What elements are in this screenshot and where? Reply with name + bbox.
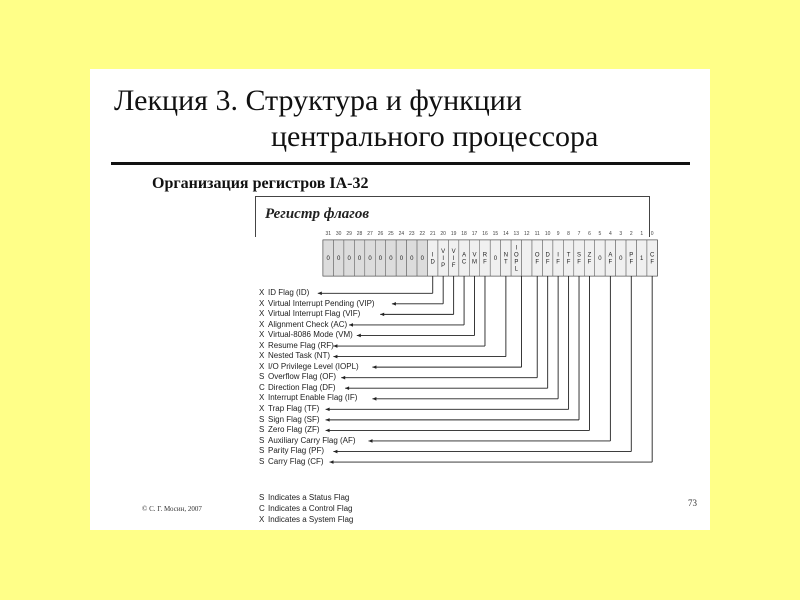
cell-label: F: [608, 259, 613, 266]
cell-label: F: [545, 259, 550, 266]
cell-label: 0: [619, 256, 623, 262]
flag-type: S: [259, 372, 265, 382]
flag-label: Zero Flag (ZF): [268, 425, 320, 435]
legend-label: Indicates a Control Flag: [268, 504, 353, 513]
bit-number: 4: [608, 231, 612, 237]
cell-label: P: [629, 252, 634, 259]
cell-label: F: [587, 259, 592, 266]
bit-number: 14: [503, 231, 509, 237]
flag-row: [259, 436, 375, 447]
flag-label: Trap Flag (TF): [268, 404, 320, 414]
cell-label: V: [441, 249, 446, 255]
flag-label: Carry Flag (CF): [268, 456, 324, 466]
bit-number: 22: [419, 231, 426, 237]
bit-number: 11: [534, 231, 540, 237]
cell-label: 0: [389, 256, 393, 262]
flag-row: [259, 446, 375, 457]
cell-label: P: [514, 259, 519, 266]
cell-label: F: [535, 259, 540, 266]
bit-number: 9: [556, 231, 560, 237]
flag-row: [259, 330, 375, 341]
title-line-1: Лекция 3. Структура и функции: [114, 84, 522, 117]
cell-label: A: [608, 252, 613, 259]
cell-label: 0: [347, 256, 351, 262]
bit-number: 10: [544, 231, 551, 237]
flag-row: [259, 383, 375, 394]
legend-row: [259, 492, 353, 503]
cell-label: 0: [410, 256, 414, 262]
cell-label: Z: [587, 252, 592, 259]
cell-label: C: [461, 259, 467, 266]
cell-label: N: [503, 252, 509, 259]
bit-number: 29: [346, 231, 352, 237]
cell-label: F: [451, 263, 456, 269]
cell-label: I: [452, 256, 455, 262]
flag-label: I/O Privilege Level (IOPL): [268, 361, 359, 371]
flag-row: [259, 288, 375, 299]
bit-number: 8: [567, 231, 570, 237]
flag-label: Nested Task (NT): [268, 351, 331, 361]
title-line-2: центрального процессора: [271, 120, 599, 153]
cell-label: F: [650, 259, 655, 266]
cell-label: C: [650, 252, 655, 259]
legend-label: Indicates a Status Flag: [268, 493, 350, 502]
bit-number: 1: [640, 231, 644, 237]
flag-row: [259, 404, 375, 415]
flag-label: ID Flag (ID): [268, 288, 310, 297]
flag-type: C: [259, 382, 265, 392]
eflags-diagram: [90, 69, 710, 530]
flag-row: [259, 372, 375, 383]
cell-label: 0: [493, 256, 498, 262]
flag-label: Auxiliary Carry Flag (AF): [268, 435, 356, 445]
arrow-head: [392, 302, 396, 306]
bit-number: 17: [471, 231, 478, 237]
cell-label: O: [534, 252, 540, 259]
cell-label: L: [514, 266, 518, 273]
cell-label: 0: [378, 256, 383, 262]
flag-type: X: [259, 340, 265, 350]
cell-label: I: [515, 245, 518, 252]
flag-label: Resume Flag (RF): [268, 340, 334, 350]
legend-row: [259, 514, 353, 525]
flag-row: [259, 393, 375, 404]
cell-label: 0: [368, 256, 372, 262]
cell-label: I: [442, 256, 445, 262]
bit-number: 16: [482, 231, 488, 237]
flag-type: S: [259, 456, 265, 466]
flag-row: [259, 320, 375, 331]
flag-list: [259, 288, 375, 467]
bit-number: 28: [356, 231, 363, 237]
cell-label: 0: [357, 256, 362, 262]
arrow-head: [380, 313, 384, 317]
legend-type: S: [259, 493, 265, 502]
flag-label: Parity Flag (PF): [268, 446, 325, 456]
cell-label: F: [629, 259, 634, 266]
bit-number: 27: [367, 231, 373, 237]
flag-type: X: [259, 288, 265, 297]
bit-number: 2: [629, 231, 633, 237]
flag-type: X: [259, 319, 265, 329]
bit-number: 18: [461, 231, 467, 237]
slide: [90, 69, 710, 530]
bit-number: 5: [598, 231, 602, 237]
bit-number: 13: [513, 231, 520, 237]
bit-number: 20: [440, 231, 446, 237]
flag-type: X: [259, 330, 265, 340]
bit-number: 0: [650, 231, 654, 237]
cell-label: V: [472, 252, 477, 259]
cell-label: 0: [337, 256, 341, 262]
cell-label: P: [441, 263, 446, 269]
cell-label: 0: [420, 256, 424, 262]
cell-label: F: [577, 259, 581, 266]
cell-label: I: [431, 252, 434, 259]
flag-row: [259, 457, 375, 468]
flag-type: S: [259, 435, 265, 445]
register-cell: [522, 240, 532, 276]
page-number: 73: [688, 498, 697, 508]
bit-number: 25: [388, 231, 394, 237]
footer-copyright: © С. Г. Мосин, 2007: [142, 505, 202, 513]
bit-number: 19: [450, 231, 457, 237]
cell-label: S: [577, 252, 582, 259]
cell-label: R: [482, 252, 488, 259]
cell-label: V: [451, 249, 456, 255]
cell-label: M: [472, 259, 478, 266]
cell-label: F: [566, 259, 571, 266]
cell-label: F: [483, 259, 487, 266]
flag-type: X: [259, 351, 265, 361]
flag-label: Alignment Check (AC): [268, 319, 348, 329]
cell-label: 0: [326, 256, 330, 262]
flag-row: [259, 425, 375, 436]
slide-subtitle: Организация регистров IA-32: [152, 175, 369, 192]
flag-label: Virtual-8086 Mode (VM): [268, 330, 353, 340]
bit-number: 30: [335, 231, 342, 237]
flag-label: Direction Flag (DF): [268, 382, 336, 392]
flag-row: [259, 415, 375, 426]
flag-type: X: [259, 309, 265, 319]
flag-row: [259, 341, 375, 352]
flag-row: [259, 362, 375, 373]
flag-type: S: [259, 446, 265, 456]
bit-number: 12: [523, 231, 530, 237]
cell-label: D: [545, 252, 550, 259]
bit-number: 31: [325, 231, 332, 237]
flag-type: X: [259, 361, 265, 371]
flag-label: Sign Flag (SF): [268, 414, 320, 424]
flag-row: [259, 309, 375, 320]
cell-label: A: [462, 252, 467, 259]
flag-type: X: [259, 404, 265, 414]
cell-label: T: [504, 259, 508, 266]
cell-label: O: [513, 252, 519, 259]
bit-number: 6: [588, 231, 591, 237]
cell-label: 0: [598, 256, 602, 262]
bit-number: 7: [577, 231, 581, 237]
flag-label: Interrupt Enable Flag (IF): [268, 393, 358, 403]
legend-label: Indicates a System Flag: [268, 515, 354, 524]
flag-label: Virtual Interrupt Flag (VIF): [268, 309, 361, 319]
flag-row: [259, 299, 375, 310]
legend-type: C: [259, 504, 265, 513]
cell-label: F: [556, 259, 560, 266]
register-title: Регистр флагов: [265, 206, 370, 222]
cell-label: 1: [640, 256, 644, 262]
bit-number: 24: [398, 231, 405, 237]
flag-type: X: [259, 298, 265, 308]
legend-row: [259, 503, 353, 514]
flag-row: [259, 351, 375, 362]
cell-label: 0: [399, 256, 404, 262]
flag-type: X: [259, 393, 265, 403]
flag-label: Overflow Flag (OF): [268, 372, 337, 382]
bit-number: 15: [492, 231, 499, 237]
flag-legend: [259, 492, 353, 525]
flag-type: S: [259, 414, 265, 424]
flag-type: S: [259, 425, 265, 435]
bit-number: 21: [429, 231, 436, 237]
bit-number: 23: [409, 231, 415, 237]
cell-label: D: [430, 259, 435, 266]
bit-number: 3: [619, 231, 623, 237]
cell-label: I: [557, 252, 559, 259]
bit-number: 26: [377, 231, 384, 237]
cell-label: T: [566, 252, 571, 259]
flag-label: Virtual Interrupt Pending (VIP): [268, 298, 375, 308]
legend-type: X: [259, 515, 265, 524]
